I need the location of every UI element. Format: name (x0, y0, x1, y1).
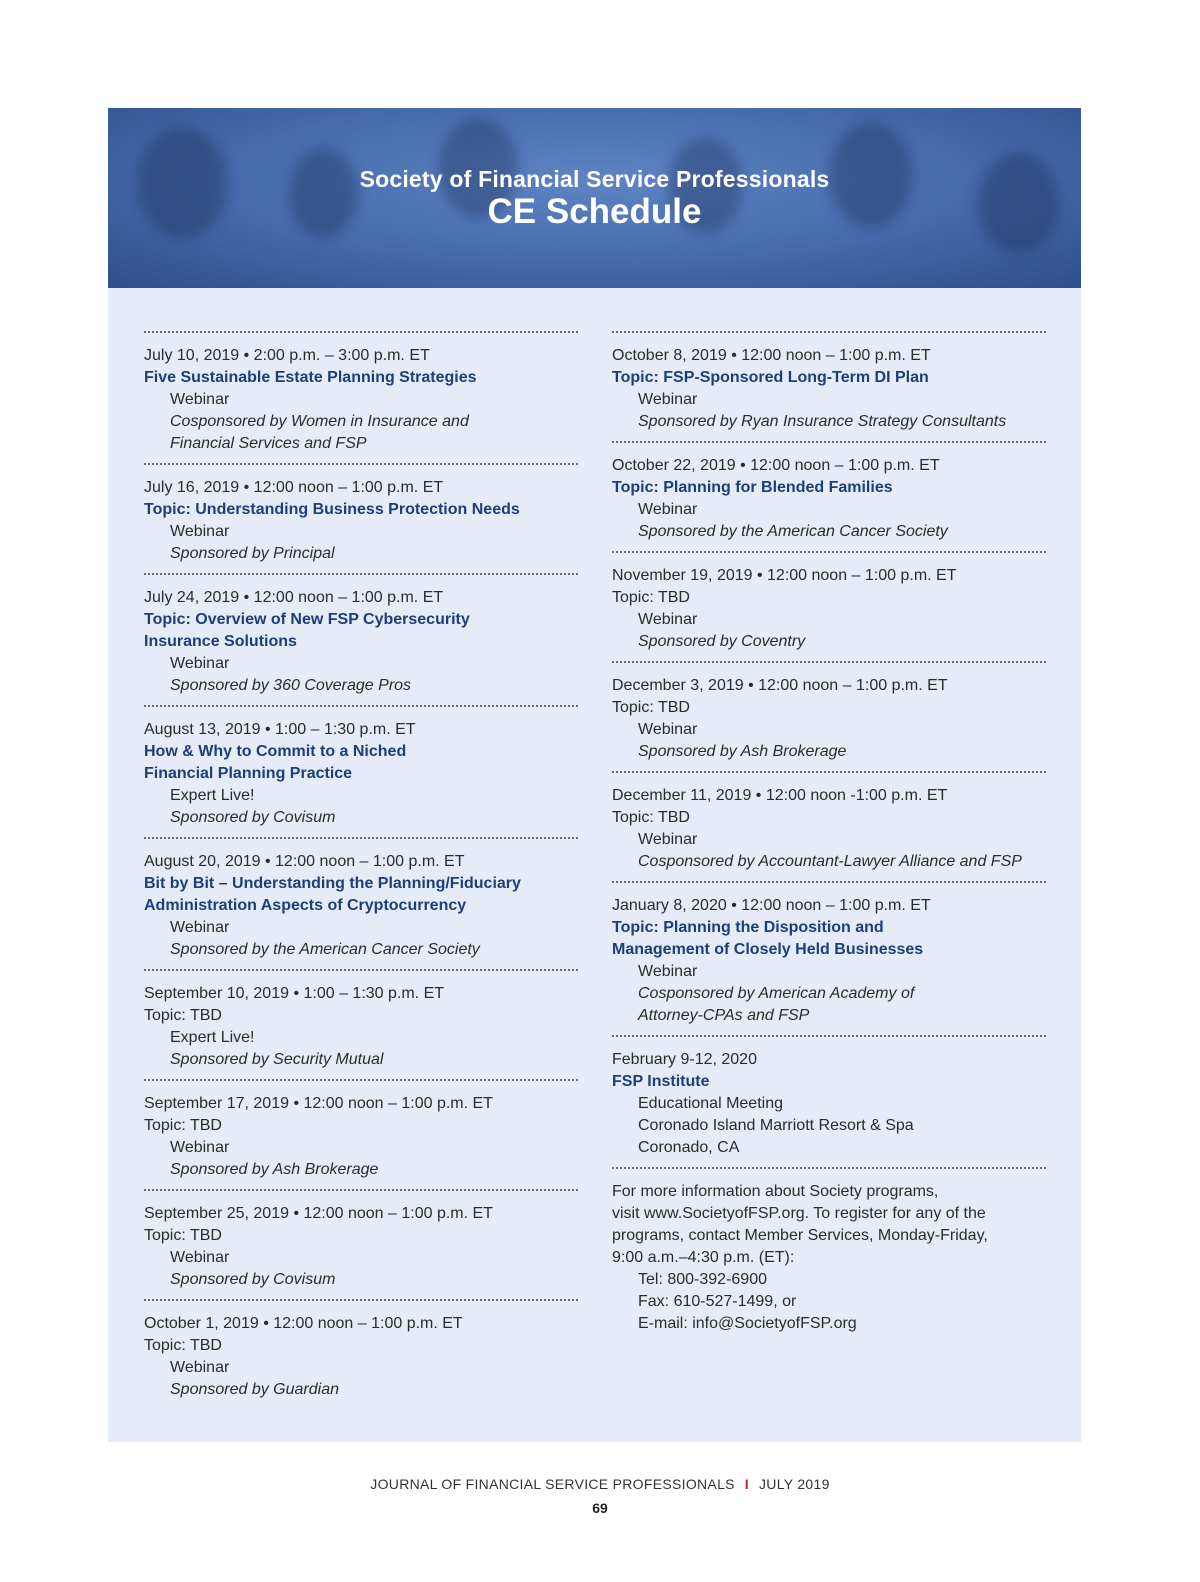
entry-format: Webinar (170, 919, 230, 936)
entry-date: January 8, 2020 • 12:00 noon – 1:00 p.m. ET (612, 897, 931, 914)
entry-date: October 1, 2019 • 12:00 noon – 1:00 p.m. ET (144, 1315, 463, 1332)
info-text: programs, contact Member Services, Monday-Friday, (612, 1227, 988, 1244)
entry-title: Five Sustainable Estate Planning Strategies (144, 369, 477, 386)
info-text: For more information about Society programs, (612, 1183, 939, 1200)
schedule-entry (144, 573, 578, 705)
entry-format: Webinar (170, 391, 230, 408)
entry-date: December 3, 2019 • 12:00 noon – 1:00 p.m. ET (612, 677, 948, 694)
schedule-entry (612, 1035, 1046, 1167)
entry-format: Webinar (638, 963, 698, 980)
entry-topic: Topic: TBD (144, 1337, 222, 1354)
entry-date: September 17, 2019 • 12:00 noon – 1:00 p.m. ET (144, 1095, 493, 1112)
entry-sponsor: Sponsored by Coventry (638, 633, 806, 650)
entry-topic: Topic: TBD (612, 589, 690, 606)
footer (0, 1476, 1200, 1492)
entry-date: July 24, 2019 • 12:00 noon – 1:00 p.m. ET (144, 589, 444, 606)
entry-date: October 22, 2019 • 12:00 noon – 1:00 p.m. ET (612, 457, 940, 474)
entry-sponsor: Sponsored by Principal (170, 545, 335, 562)
contact-line: Tel: 800-392-6900 (638, 1271, 767, 1288)
entry-sponsor: Attorney-CPAs and FSP (638, 1007, 810, 1024)
entry-detail: Coronado, CA (638, 1139, 740, 1156)
entry-detail: Coronado Island Marriott Resort & Spa (638, 1117, 914, 1134)
entry-title: Administration Aspects of Cryptocurrency (144, 897, 467, 914)
contact-info (612, 1167, 1046, 1343)
entry-sponsor: Sponsored by the American Cancer Society (170, 941, 480, 958)
entry-format: Webinar (638, 501, 698, 518)
entry-title: Financial Planning Practice (144, 765, 353, 782)
entry-format: Webinar (170, 1139, 230, 1156)
schedule-entry (144, 969, 578, 1079)
entry-topic: Topic: TBD (144, 1227, 222, 1244)
schedule-entry (144, 463, 578, 573)
schedule-entry (144, 331, 578, 463)
entry-format: Webinar (638, 831, 698, 848)
schedule-entry (144, 1189, 578, 1299)
entry-sponsor: Financial Services and FSP (170, 435, 367, 452)
entry-topic: Topic: TBD (612, 699, 690, 716)
entry-title: Topic: Planning for Blended Families (612, 479, 893, 496)
entry-format: Webinar (170, 523, 230, 540)
entry-date: September 25, 2019 • 12:00 noon – 1:00 p.m. ET (144, 1205, 493, 1222)
schedule-entry (144, 1079, 578, 1189)
entry-format: Webinar (638, 611, 698, 628)
schedule-entry (612, 881, 1046, 1035)
page-number: 69 (592, 1500, 608, 1516)
schedule-entry (612, 661, 1046, 771)
entry-title: Bit by Bit – Understanding the Planning/Fiduciary (144, 875, 521, 892)
entry-sponsor: Sponsored by 360 Coverage Pros (170, 677, 412, 694)
entry-date: February 9-12, 2020 (612, 1051, 757, 1068)
entry-sponsor: Cosponsored by Accountant-Lawyer Alliance and FSP (638, 853, 1022, 870)
entry-sponsor: Sponsored by Ryan Insurance Strategy Consultants (638, 413, 1007, 430)
entry-title: Topic: Overview of New FSP Cybersecurity (144, 611, 470, 628)
entry-format: Webinar (638, 721, 698, 738)
entry-topic: Topic: TBD (144, 1117, 222, 1134)
schedule-entry (144, 1299, 578, 1409)
entry-title: Insurance Solutions (144, 633, 297, 650)
entry-title: Management of Closely Held Businesses (612, 941, 924, 958)
entry-topic: Topic: TBD (144, 1007, 222, 1024)
entry-sponsor: Sponsored by Covisum (170, 809, 336, 826)
entry-format: Webinar (638, 391, 698, 408)
entry-title: How & Why to Commit to a Niched (144, 743, 407, 760)
entry-date: July 16, 2019 • 12:00 noon – 1:00 p.m. ET (144, 479, 444, 496)
schedule-entry (612, 771, 1046, 881)
banner-heading: CE Schedule (487, 192, 702, 231)
info-text: visit www.SocietyofFSP.org. To register for any of the (612, 1205, 986, 1222)
issue-date: JULY 2019 (759, 1476, 830, 1492)
schedule-entry (144, 705, 578, 837)
entry-sponsor: Sponsored by Security Mutual (170, 1051, 384, 1068)
contact-line: E-mail: info@SocietyofFSP.org (638, 1315, 857, 1332)
entry-sponsor: Sponsored by Guardian (170, 1381, 339, 1398)
entry-date: November 19, 2019 • 12:00 noon – 1:00 p.m. ET (612, 567, 957, 584)
entry-sponsor: Sponsored by Covisum (170, 1271, 336, 1288)
entry-topic: Topic: TBD (612, 809, 690, 826)
entry-title: Topic: Understanding Business Protection Needs (144, 501, 520, 518)
entry-date: September 10, 2019 • 1:00 – 1:30 p.m. ET (144, 985, 445, 1002)
entry-sponsor: Sponsored by Ash Brokerage (170, 1161, 379, 1178)
header-banner (108, 108, 1081, 288)
info-text: 9:00 a.m.–4:30 p.m. (ET): (612, 1249, 795, 1266)
right-column (612, 331, 1046, 1343)
entry-format: Webinar (170, 1359, 230, 1376)
entry-title: Topic: FSP-Sponsored Long-Term DI Plan (612, 369, 929, 386)
entry-format: Expert Live! (170, 787, 255, 804)
entry-format: Webinar (170, 655, 230, 672)
entry-title: FSP Institute (612, 1073, 710, 1090)
footer-separator: I (744, 1476, 749, 1492)
entry-sponsor: Sponsored by Ash Brokerage (638, 743, 847, 760)
entry-date: August 13, 2019 • 1:00 – 1:30 p.m. ET (144, 721, 416, 738)
entry-title: Topic: Planning the Disposition and (612, 919, 884, 936)
schedule-entry (612, 441, 1046, 551)
entry-date: October 8, 2019 • 12:00 noon – 1:00 p.m. ET (612, 347, 931, 364)
schedule-entry (612, 331, 1046, 441)
entry-detail: Educational Meeting (638, 1095, 783, 1112)
left-column (144, 331, 578, 1409)
banner-org-name: Society of Financial Service Professionals (359, 166, 830, 192)
entry-format: Webinar (170, 1249, 230, 1266)
schedule-entry (144, 837, 578, 969)
entry-date: July 10, 2019 • 2:00 p.m. – 3:00 p.m. ET (144, 347, 430, 364)
entry-date: August 20, 2019 • 12:00 noon – 1:00 p.m. ET (144, 853, 465, 870)
entry-sponsor: Cosponsored by Women in Insurance and (170, 413, 469, 430)
journal-name: JOURNAL OF FINANCIAL SERVICE PROFESSIONALS (370, 1476, 735, 1492)
entry-sponsor: Cosponsored by American Academy of (638, 985, 915, 1002)
contact-line: Fax: 610-527-1499, or (638, 1293, 797, 1310)
entry-format: Expert Live! (170, 1029, 255, 1046)
entry-sponsor: Sponsored by the American Cancer Society (638, 523, 948, 540)
schedule-entry (612, 551, 1046, 661)
entry-date: December 11, 2019 • 12:00 noon -1:00 p.m. ET (612, 787, 948, 804)
